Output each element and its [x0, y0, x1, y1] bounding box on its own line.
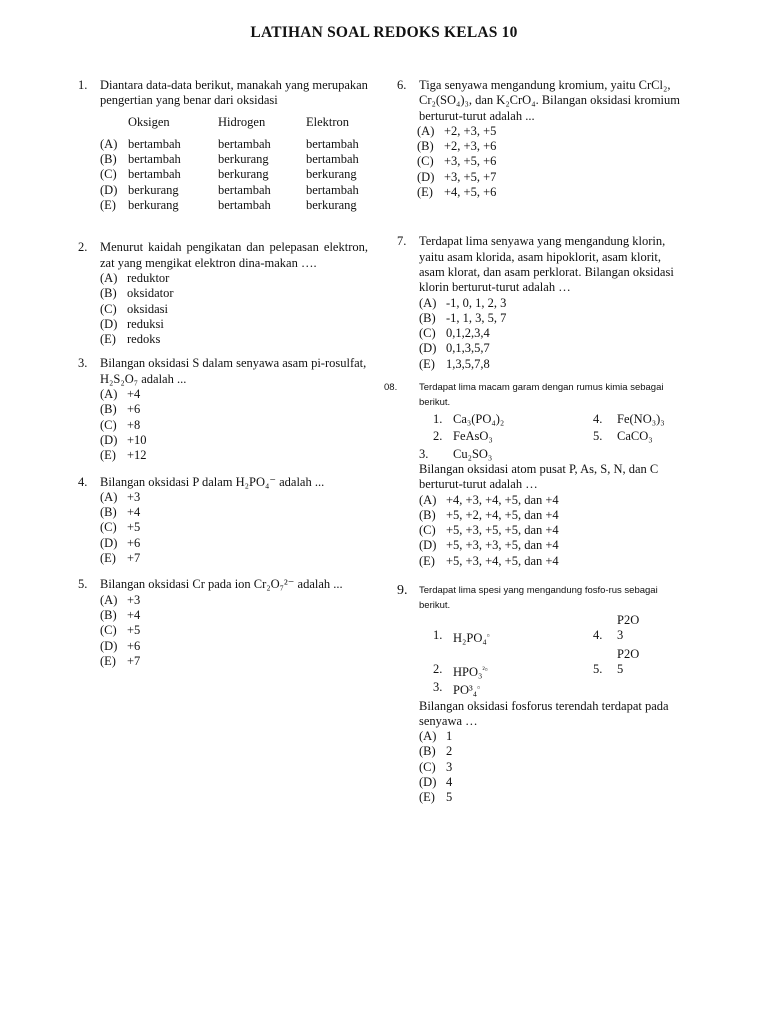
option-letter: (B) — [419, 507, 436, 522]
option-letter: (E) — [419, 553, 435, 568]
text-part: adalah ... — [294, 577, 343, 592]
option-letter: (D) — [100, 182, 118, 197]
option-letter: (E) — [419, 790, 435, 805]
option-letter: (C) — [417, 154, 434, 169]
missing-glyph-icon: ▫ — [477, 683, 480, 693]
option-e[interactable] — [100, 654, 368, 669]
options — [419, 296, 687, 372]
option-text: 0,1,2,3,4 — [446, 326, 490, 341]
option-b[interactable] — [100, 286, 368, 301]
option-letter: (A) — [100, 387, 118, 402]
question-8 — [384, 380, 687, 569]
question-text — [100, 577, 368, 592]
option-text: +7 — [127, 551, 141, 566]
option-text: reduktor — [127, 270, 170, 285]
formula — [453, 628, 593, 646]
option-a[interactable] — [419, 729, 687, 744]
question-7 — [397, 234, 687, 372]
species-row-3 — [419, 680, 687, 698]
option-letter: (B) — [417, 139, 434, 154]
option-e[interactable] — [419, 554, 687, 569]
option-letter: (E) — [417, 185, 433, 200]
option-letter: (B) — [100, 152, 117, 167]
option-letter: (C) — [100, 417, 117, 432]
option-letter: (C) — [100, 520, 117, 535]
option-d[interactable] — [100, 639, 368, 654]
option-letter: (E) — [419, 356, 435, 371]
question-text — [100, 356, 368, 387]
option-text: 1,3,5,7,8 — [446, 356, 490, 371]
option-d[interactable] — [100, 536, 368, 551]
option-text: 0,1,3,5,7 — [446, 341, 490, 356]
option-letter: (A) — [419, 295, 437, 310]
option-letter: (A) — [100, 270, 118, 285]
formula: FeAsO₃ — [453, 429, 493, 444]
question-number: 6. — [397, 78, 407, 92]
species-row-2 — [419, 662, 687, 680]
question-number: 08. — [384, 382, 398, 394]
species-label: 3 — [617, 628, 624, 643]
option-c[interactable] — [100, 302, 368, 317]
option-letter: (D) — [100, 316, 118, 331]
formula-text: PO³₄ — [453, 683, 478, 698]
question-2 — [78, 240, 368, 347]
option-c[interactable] — [100, 167, 368, 182]
option-c[interactable] — [100, 623, 368, 638]
question-subtext: Bilangan oksidasi atom pusat P, As, S, N, dan C berturut-turut adalah … — [419, 461, 659, 492]
option-letter: (C) — [419, 326, 436, 341]
option-text: +5, +3, +5, +5, dan +4 — [446, 523, 559, 538]
option-e[interactable] — [100, 448, 368, 463]
option-text: reduksi — [127, 316, 164, 331]
option-text: +4, +5, +6 — [444, 185, 497, 200]
item-number: 4. — [593, 628, 603, 643]
question-text: Menurut kaidah pengikatan dan pelepasan elektron, zat yang mengikat elektron dina-makan …. — [100, 240, 368, 270]
options — [100, 387, 368, 463]
option-letter: (A) — [419, 492, 437, 507]
option-cell: bertambah — [218, 136, 271, 151]
table-header — [100, 115, 368, 130]
option-letter: (D) — [100, 638, 118, 653]
option-c[interactable] — [419, 760, 687, 775]
option-text: 3 — [446, 759, 453, 774]
salt-row-1 — [419, 412, 687, 427]
option-cell: bertambah — [128, 136, 181, 151]
option-b[interactable] — [417, 139, 687, 154]
option-text: +12 — [127, 448, 147, 463]
species-label: P2O — [617, 646, 640, 661]
option-text: +5, +3, +4, +5, dan +4 — [446, 553, 559, 568]
option-a[interactable] — [100, 593, 368, 608]
question-1 — [78, 78, 368, 213]
option-a[interactable] — [419, 493, 687, 508]
question-number: 2. — [78, 240, 88, 255]
option-letter: (A) — [419, 729, 437, 744]
option-text: oksidasi — [127, 301, 168, 316]
item-number: 2. — [433, 661, 443, 676]
text-part: Bilangan oksidasi S dalam senyawa asam pi-rosulfat, — [100, 356, 367, 371]
option-letter: (A) — [417, 123, 435, 138]
salt-row-3 — [419, 447, 687, 462]
option-e[interactable] — [419, 357, 687, 372]
item-number: 1. — [433, 628, 443, 643]
question-5 — [78, 577, 368, 669]
option-text: +2, +3, +6 — [444, 139, 497, 154]
option-d[interactable] — [419, 341, 687, 356]
formula-text: HPO₃ — [453, 664, 483, 679]
question-6 — [397, 78, 687, 200]
option-e[interactable] — [419, 790, 687, 805]
option-cell: berkurang — [306, 167, 357, 182]
option-c[interactable] — [419, 326, 687, 341]
species-p2o-a — [419, 613, 687, 628]
question-text: Terdapat lima macam garam dengan rumus kimia sebagai berikut. — [419, 382, 664, 409]
formula: Cu₂SO₃ — [453, 446, 493, 461]
item-number: 1. — [433, 412, 443, 427]
question-number: 5. — [78, 577, 88, 592]
option-letter: (B) — [419, 310, 436, 325]
option-text: +7 — [127, 653, 141, 668]
option-c[interactable] — [419, 523, 687, 538]
missing-glyph-icon: ▫ — [486, 631, 490, 641]
question-4 — [78, 475, 368, 567]
question-3 — [78, 356, 368, 463]
option-text: +10 — [127, 432, 147, 447]
option-e[interactable] — [100, 198, 368, 213]
formula-text: H₂PO₄ — [453, 631, 487, 646]
question-text: Terdapat lima senyawa yang mengandung klorin, yaitu asam klorida, asam hipoklorit, asam klorit, asam klorat, dan asam perklorat. Bilangan oksidasi klorin berturut-turut adalah … — [419, 234, 674, 295]
option-c[interactable] — [417, 154, 687, 169]
formula: Fe(NO₃)₃ — [617, 412, 665, 427]
option-a[interactable] — [417, 124, 687, 139]
formula: Ca₃(PO₄)₂ — [453, 412, 505, 427]
option-letter: (A) — [100, 592, 118, 607]
option-letter: (C) — [100, 623, 117, 638]
option-letter: (E) — [100, 653, 116, 668]
option-c[interactable] — [100, 418, 368, 433]
option-letter: (C) — [419, 759, 436, 774]
option-cell: bertambah — [306, 152, 359, 167]
option-letter: (E) — [100, 448, 116, 463]
options — [417, 124, 687, 200]
header-elektron: Elektron — [306, 114, 350, 129]
option-e[interactable] — [417, 185, 687, 200]
item-number: 3. — [419, 446, 429, 461]
question-text — [100, 475, 368, 490]
option-text: +6 — [127, 638, 141, 653]
option-letter: (B) — [100, 286, 117, 301]
option-cell: berkurang — [218, 152, 269, 167]
option-text: +5, +3, +3, +5, dan +4 — [446, 538, 559, 553]
text-part: Bilangan oksidasi P dalam — [100, 474, 236, 489]
option-letter: (D) — [419, 341, 437, 356]
option-letter: (A) — [100, 136, 118, 151]
question-text: Diantara data-data berikut, manakah yang merupakan pengertian yang benar dari oksidasi — [100, 78, 368, 108]
option-b[interactable] — [100, 608, 368, 623]
option-letter: (C) — [100, 167, 117, 182]
option-text: 1 — [446, 729, 453, 744]
option-text: oksidator — [127, 286, 174, 301]
option-b[interactable] — [419, 744, 687, 759]
option-text: +4 — [127, 505, 141, 520]
question-number: 1. — [78, 78, 88, 92]
question-9 — [397, 583, 687, 806]
option-text: +6 — [127, 402, 141, 417]
question-number: 3. — [78, 356, 88, 371]
missing-glyph-icon: ²▫ — [482, 664, 488, 674]
option-letter: (A) — [100, 489, 118, 504]
option-cell: berkurang — [218, 167, 269, 182]
species-p2o-b — [419, 647, 687, 662]
text-part: adalah ... — [138, 371, 187, 386]
option-b[interactable] — [100, 402, 368, 417]
option-letter: (B) — [100, 607, 117, 622]
header-hidrogen: Hidrogen — [218, 114, 266, 129]
option-text: +8 — [127, 417, 141, 432]
text-part: adalah ... — [275, 474, 325, 489]
option-a[interactable] — [100, 387, 368, 402]
text-part: Bilangan oksidasi Cr pada ion — [100, 577, 254, 592]
option-b[interactable] — [419, 311, 687, 326]
salt-row-2 — [419, 429, 687, 444]
option-cell: berkurang — [128, 198, 179, 213]
options — [419, 493, 687, 569]
species-label: 5 — [617, 661, 624, 676]
formula — [453, 662, 593, 680]
formula: Cr₂O₇²⁻ — [253, 577, 295, 592]
option-cell: berkurang — [128, 182, 179, 197]
option-cell: bertambah — [306, 182, 359, 197]
question-text: Tiga senyawa mengandung kromium, yaitu CrCl₂, Cr₂(SO₄)₃, dan K₂CrO₄. Bilangan oksidasi kromium berturut-turut adalah ... — [419, 78, 681, 123]
option-d[interactable] — [100, 183, 368, 198]
options — [419, 729, 687, 805]
option-text: 2 — [446, 744, 453, 759]
question-number: 7. — [397, 234, 407, 249]
formula: H₂S₂O₇ — [100, 371, 139, 386]
option-letter: (B) — [419, 744, 436, 759]
option-d[interactable] — [100, 433, 368, 448]
item-number: 4. — [593, 412, 603, 427]
option-letter: (D) — [100, 432, 118, 447]
option-d[interactable] — [419, 538, 687, 553]
option-a[interactable] — [100, 137, 368, 152]
header-oksigen: Oksigen — [128, 114, 170, 129]
option-b[interactable] — [100, 505, 368, 520]
option-text: redoks — [127, 332, 161, 347]
option-letter: (D) — [417, 169, 435, 184]
option-letter: (D) — [419, 538, 437, 553]
option-e[interactable] — [100, 332, 368, 347]
option-b[interactable] — [100, 152, 368, 167]
formula: H₂PO₄⁻ — [235, 474, 276, 489]
option-text: +3 — [127, 489, 141, 504]
option-text: +4, +3, +4, +5, dan +4 — [446, 492, 559, 507]
option-d[interactable] — [419, 775, 687, 790]
option-text: -1, 1, 3, 5, 7 — [446, 310, 507, 325]
option-text: 4 — [446, 774, 453, 789]
option-letter: (C) — [419, 523, 436, 538]
option-cell: berkurang — [306, 198, 357, 213]
option-a[interactable] — [100, 271, 368, 286]
formula: CaCO₃ — [617, 429, 653, 444]
option-letter: (B) — [100, 402, 117, 417]
species-label: P2O — [617, 613, 640, 628]
option-text: +4 — [127, 387, 141, 402]
options — [100, 593, 368, 669]
item-number: 3. — [433, 680, 443, 695]
option-letter: (C) — [100, 301, 117, 316]
option-text: +5, +2, +4, +5, dan +4 — [446, 507, 559, 522]
item-number: 5. — [593, 429, 603, 444]
option-c[interactable] — [100, 520, 368, 535]
option-d[interactable] — [417, 170, 687, 185]
option-cell: bertambah — [306, 136, 359, 151]
option-letter: (B) — [100, 505, 117, 520]
options — [100, 490, 368, 566]
option-text: +4 — [127, 607, 141, 622]
option-d[interactable] — [100, 317, 368, 332]
question-number: 9. — [397, 583, 408, 599]
question-subtext: Bilangan oksidasi fosforus terendah terdapat pada senyawa … — [419, 698, 669, 728]
option-text: +3, +5, +7 — [444, 169, 497, 184]
option-text: -1, 0, 1, 2, 3 — [446, 295, 507, 310]
option-letter: (E) — [100, 198, 116, 213]
option-cell: bertambah — [218, 182, 271, 197]
item-number: 2. — [433, 429, 443, 444]
option-text: +6 — [127, 535, 141, 550]
option-letter: (D) — [100, 535, 118, 550]
option-a[interactable] — [100, 490, 368, 505]
option-text: +5 — [127, 623, 141, 638]
option-b[interactable] — [419, 508, 687, 523]
option-a[interactable] — [419, 296, 687, 311]
options — [100, 271, 368, 347]
option-cell: bertambah — [218, 198, 271, 213]
left-column — [78, 78, 368, 669]
species-row-1 — [419, 628, 687, 646]
question-text: Terdapat lima spesi yang mengandung fosfo-rus sebagai berikut. — [419, 585, 658, 612]
option-letter: (E) — [100, 551, 116, 566]
page-title: LATIHAN SOAL REDOKS KELAS 10 — [250, 24, 518, 41]
option-text: +3, +5, +6 — [444, 154, 497, 169]
option-text: 5 — [446, 790, 453, 805]
option-letter: (D) — [419, 774, 437, 789]
formula — [453, 680, 593, 698]
option-text: +3 — [127, 592, 141, 607]
right-column — [384, 78, 687, 806]
item-number: 5. — [593, 661, 603, 676]
question-number: 4. — [78, 474, 88, 489]
option-cell: bertambah — [128, 167, 181, 182]
option-text: +2, +3, +5 — [444, 123, 497, 138]
option-letter: (E) — [100, 332, 116, 347]
option-cell: bertambah — [128, 152, 181, 167]
option-text: +5 — [127, 520, 141, 535]
option-e[interactable] — [100, 551, 368, 566]
